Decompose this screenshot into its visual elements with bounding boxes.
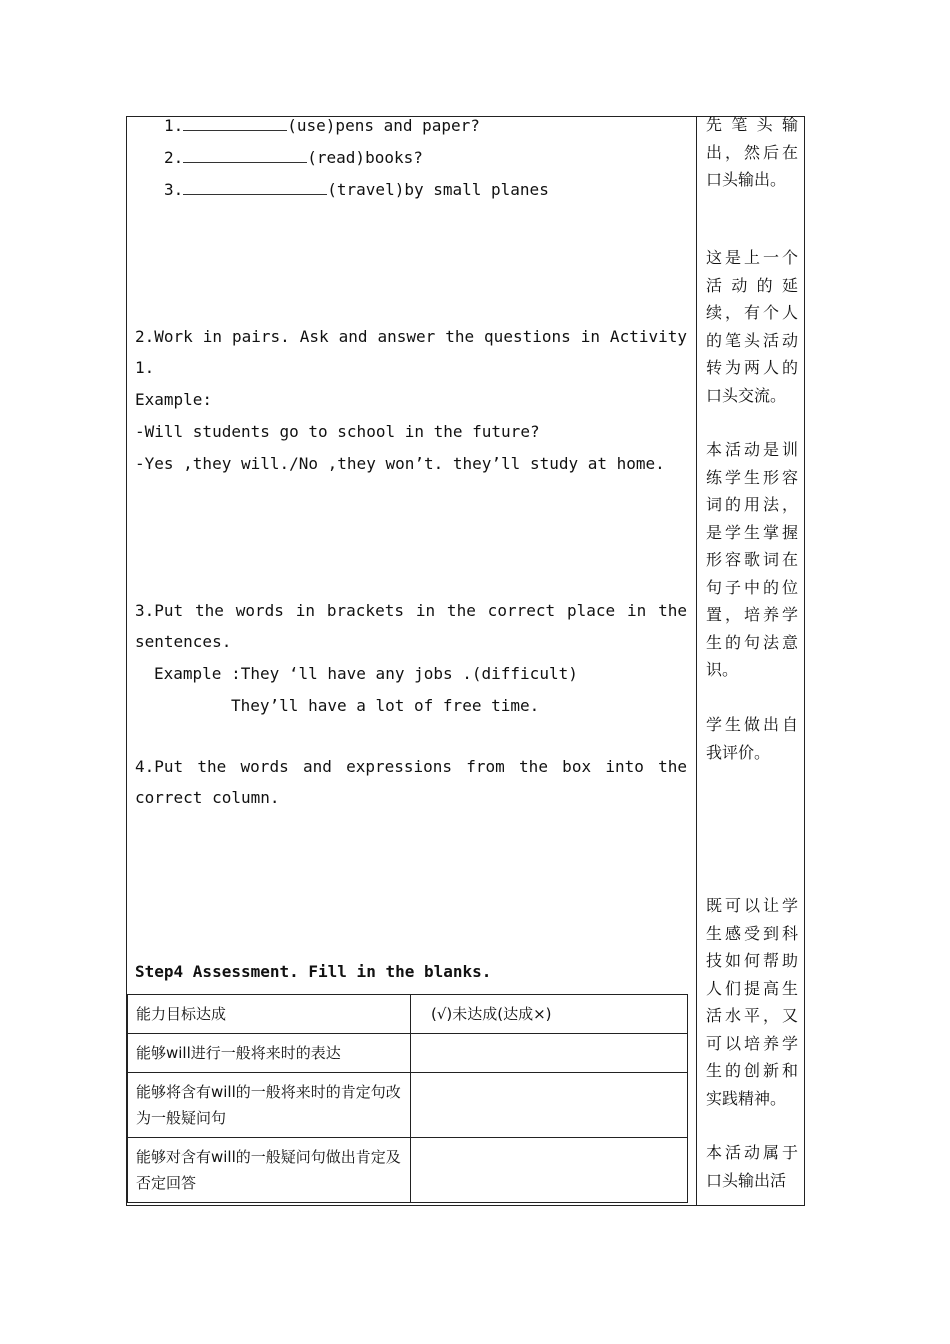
table-cell-check[interactable]: [411, 1034, 688, 1073]
step4-heading: Step4 Assessment. Fill in the blanks.: [135, 962, 492, 981]
activity2-answer: -Yes ,they will./No ,they won’t. they’ll study at home.: [135, 454, 665, 473]
activity3-example-1: Example :They ‘ll have any jobs .(difficult): [154, 664, 578, 683]
table-cell-check[interactable]: [411, 1138, 688, 1203]
blank-line[interactable]: [183, 148, 307, 163]
activity2-question: -Will students go to school in the future?: [135, 422, 540, 441]
side-note-4: 学生做出自我评价。: [706, 715, 798, 762]
side-note-2: 这是上一个活动的延续，有个人的笔头活动转为两人的口头交流。: [706, 248, 798, 405]
side-note-3: 本活动是训练学生形容词的用法，是学生掌握形容歌词在句子中的位置，培养学生的句法意识。: [706, 440, 798, 679]
side-note-5: 既可以让学生感受到科技如何帮助人们提高生活水平，又可以培养学生的创新和实践精神。: [706, 896, 798, 1108]
table-cell-goal: 能够对含有will的一般疑问句做出肯定及否定回答: [128, 1138, 411, 1203]
blank-line[interactable]: [183, 116, 287, 131]
table-header-row: [128, 995, 688, 1034]
table-row: [128, 1138, 688, 1203]
blank-item-2: 2. (read)books?: [164, 148, 423, 167]
blank-item-1: 1. (use)pens and paper?: [164, 116, 480, 135]
side-note-1: 先笔头输出，然后在口头输出。: [706, 115, 798, 189]
activity2-title-cont: 1.: [135, 358, 155, 377]
activity3-example-2: They’ll have a lot of free time.: [231, 696, 540, 715]
blank-item-3: 3. (travel)by small planes: [164, 180, 549, 199]
activity2-title: 2.Work in pairs. Ask and answer the questions in Activity: [135, 327, 687, 346]
side-note-6: 本活动属于口头输出活: [706, 1143, 798, 1190]
activity4-title: 4.Put the words and expressions from the box into the: [135, 757, 687, 776]
table-row: [128, 1073, 688, 1138]
activity4-title-cont: correct column.: [135, 788, 280, 807]
table-cell-goal: 能够will进行一般将来时的表达: [128, 1034, 411, 1073]
table-header-cell: 能力目标达成: [128, 995, 411, 1034]
activity3-title-cont: sentences.: [135, 632, 232, 651]
table-cell-check[interactable]: [411, 1073, 688, 1138]
blank-line[interactable]: [183, 180, 327, 195]
table-cell-goal: 能够将含有will的一般将来时的肯定句改为一般疑问句: [128, 1073, 411, 1138]
table-header-cell: (√)未达成(达成×): [411, 995, 688, 1034]
table-row: [128, 1034, 688, 1073]
activity2-example-label: Example:: [135, 390, 213, 409]
assessment-table: [127, 994, 688, 1203]
column-divider: [696, 116, 697, 1206]
activity3-title: 3.Put the words in brackets in the correct place in the: [135, 601, 687, 620]
